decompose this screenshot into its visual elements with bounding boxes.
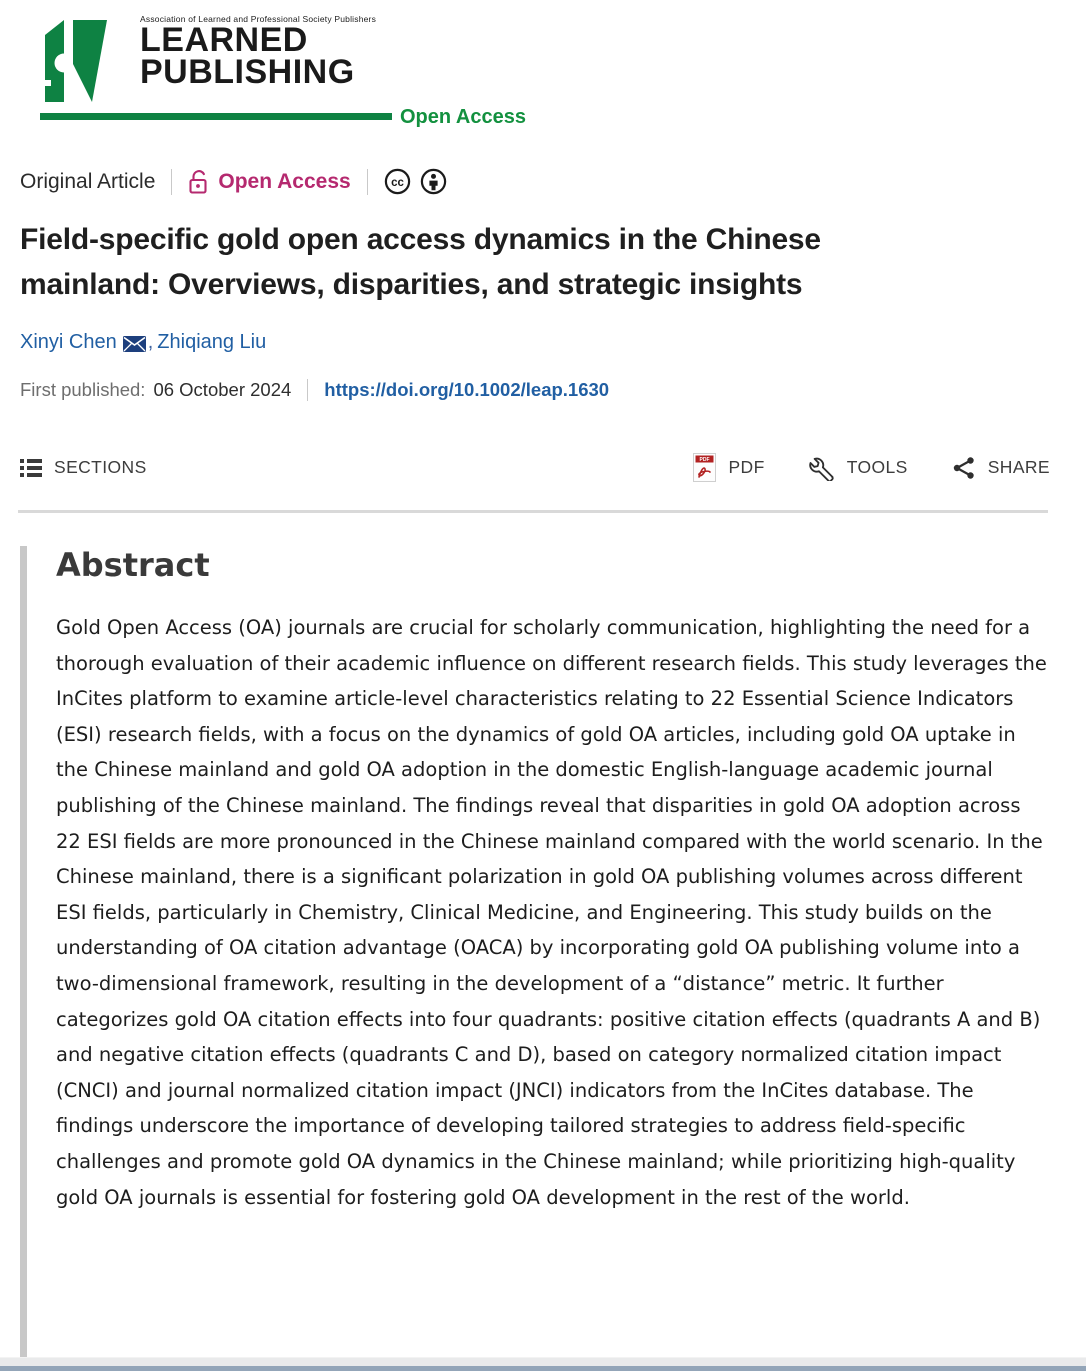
divider [367,169,368,195]
sections-label: SECTIONS [54,457,147,477]
published-row [20,379,1050,401]
journal-title-line2: PUBLISHING [140,52,355,91]
content-divider [18,510,1048,513]
cc-by-attribution-icon[interactable] [420,168,447,195]
share-button[interactable] [952,456,1050,480]
author-link-2[interactable]: Zhiqiang Liu [157,331,267,353]
divider [171,169,172,195]
open-access-label: Open Access [218,169,351,193]
alpsp-logo-icon [40,18,132,102]
first-published-date: 06 October 2024 [153,379,292,400]
abstract-section [20,546,1050,1366]
bottom-strip-blue [0,1366,1086,1371]
open-access-badge [188,169,350,195]
divider [307,379,308,401]
sections-list-icon [20,458,42,477]
authors-row [20,331,1050,354]
page-bottom-strip [0,1357,1086,1371]
journal-title-line1: LEARNED [140,21,308,59]
abstract-text: Gold Open Access (OA) journals are crucial for scholarly communication, highlighting the need for a thorough evaluation of their academic influence on different research fields. This study leverages the InCites platform to examine article-level characteristics relating to 22 Essential Science Indicators (ESI) research fields, with a focus on the dynamics of gold OA articles, including gold OA uptake in the Chinese mainland and gold OA adoption in the domestic English-language academic journal publishing of the Chinese mainland. The findings reveal that disparities in gold OA adoption across 22 ESI fields are more pronounced in the Chinese mainland compared with the world scenario. In the Chinese mainland, there is a significant polarization in gold OA publishing volumes across different ESI fields, particularly in Chemistry, Clinical Medicine, and Engineering. This study builds on the understanding of OA citation advantage (OACA) by incorporating gold OA publishing volume into a two-dimensional framework, resulting in the development of a “distance” metric. It further categorizes gold OA citation effects into four quadrants: positive citation effects (quadrants A and B) and negative citation effects (quadrants C and D), based on category normalized citation impact (CNCI) and journal normalized citation impact (JNCI) indicators from the InCites database. The findings underscore the importance of developing tailored strategies to address field-specific challenges and promote gold OA dynamics in the Chinese mainland; while prioritizing high-quality gold OA journals is essential for fostering gold OA development in the rest of the world. [56,616,1047,1209]
tools-wrench-icon [809,455,835,481]
abstract-heading: Abstract [56,546,210,584]
sections-button[interactable] [20,457,147,478]
journal-open-access-label: Open Access [400,106,526,128]
masthead-green-bar [40,113,392,120]
open-lock-icon [188,169,210,195]
pdf-label: PDF [728,457,765,477]
license-icons [384,168,447,195]
pdf-file-icon [693,453,716,482]
svg-text:cc: cc [390,177,404,189]
email-envelope-icon[interactable] [123,336,146,352]
share-label: SHARE [987,457,1050,477]
article-meta-row [20,168,1050,195]
cc-license-icon[interactable] [384,168,411,195]
first-published-label: First published: [20,379,146,400]
doi-link[interactable]: https://doi.org/10.1002/leap.1630 [324,379,610,400]
article-toolbar [20,453,1050,482]
author-separator: , [147,331,154,353]
tools-button[interactable] [809,455,908,481]
bottom-strip-light [0,1357,1086,1366]
tools-label: TOOLS [846,457,908,477]
association-name: Association of Learned and Professional Society Publishers [140,14,377,24]
article-title: Field-specific gold open access dynamics in the Chinese mainland: Overviews, disparities, and strategic insights [20,223,821,301]
author-link-1[interactable]: Xinyi Chen [20,331,117,353]
journal-masthead [40,14,1050,128]
article-category: Original Article [20,169,156,193]
share-icon [952,456,976,480]
pdf-button[interactable] [693,453,764,482]
svg-text:PDF: PDF [699,457,710,463]
